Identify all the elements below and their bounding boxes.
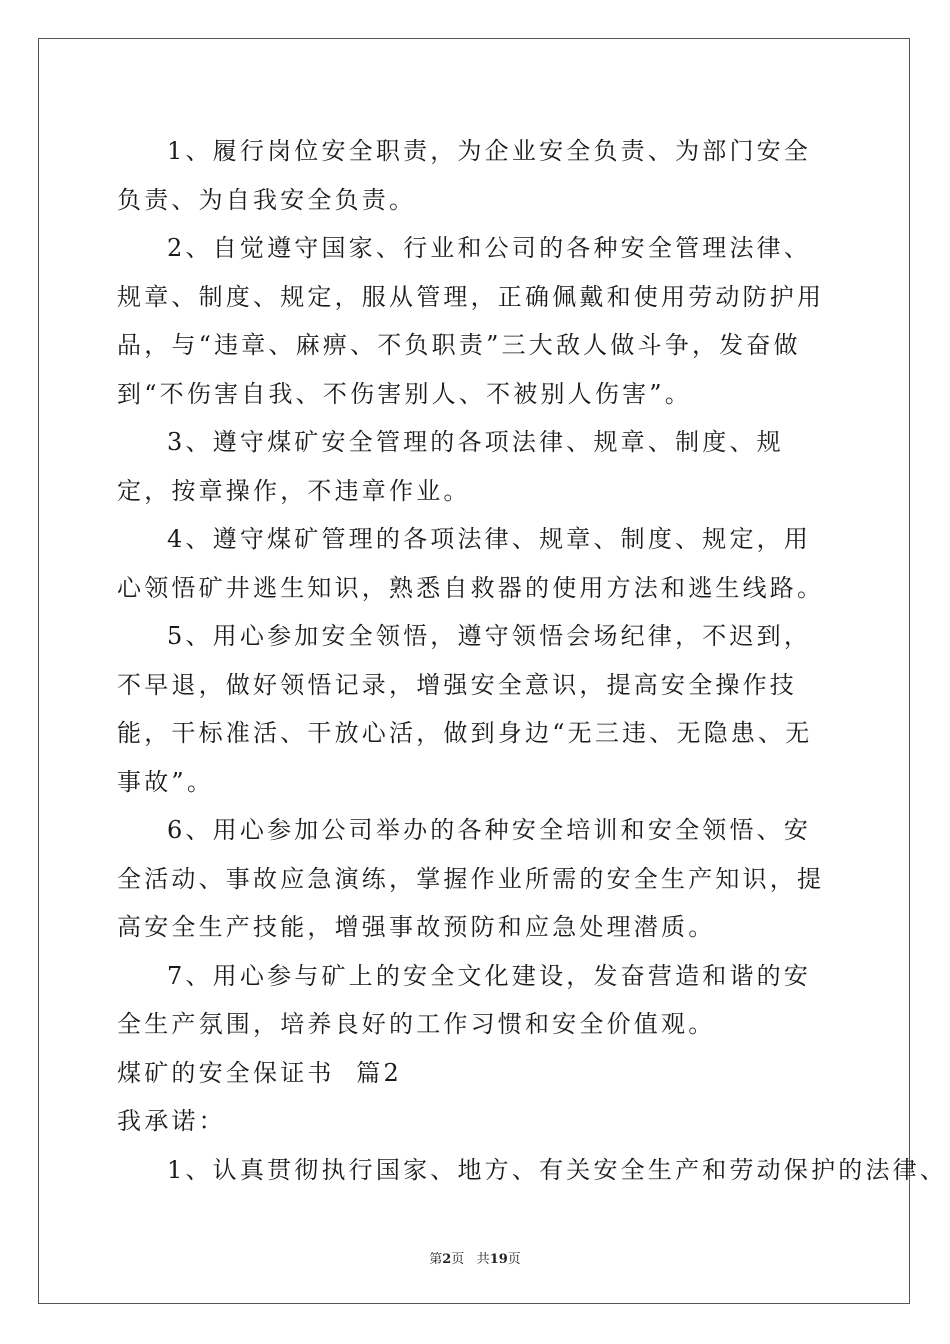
footer-page-prefix: 第 xyxy=(429,1252,443,1267)
paragraph-item-7: 7、用心参与矿上的安全文化建设，发奋营造和谐的安全生产氛围，培养良好的工作习惯和安全价值观。 xyxy=(117,961,812,1038)
footer-page-suffix: 页 xyxy=(451,1252,465,1267)
paragraph-item-6: 6、用心参加公司举办的各种安全培训和安全领悟、安全活动、事故应急演练，掌握作业所需的安全生产知识，提高安全生产技能，增强事故预防和应急处理潜质。 xyxy=(117,816,825,941)
paragraph-item-4: 4、遵守煤矿管理的各项法律、规章、制度、规定，用心领悟矿井逃生知识，熟悉自救器的使用方法和逃生线路。 xyxy=(117,525,825,602)
footer-total-prefix: 共 xyxy=(476,1252,490,1267)
paragraph-item-5: 5、用心参加安全领悟，遵守领悟会场纪律，不迟到，不早退，做好领悟记录，增强安全意识，提高安全操作技能，干标准活、干放心活，做到身边“无三违、无隐患、无事故”。 xyxy=(117,622,813,796)
footer-total-suffix: 页 xyxy=(507,1252,521,1267)
paragraph-item-3: 3、遵守煤矿安全管理的各项法律、规章、制度、规定，按章操作，不违章作业。 xyxy=(117,428,784,505)
page-footer xyxy=(0,1248,950,1267)
footer-page-current: 2 xyxy=(442,1252,452,1267)
document-body xyxy=(117,127,948,1194)
pledge-intro: 我承诺： xyxy=(117,1107,226,1135)
paragraph-item-2: 2、自觉遵守国家、行业和公司的各种安全管理法律、规章、制度、规定，服从管理，正确佩戴和使用劳动防护用品，与“违章、麻痹、不负职责”三大敌人做斗争，发奋做到“不伤害自我、不伤害别人、不被别人伤害”。 xyxy=(117,234,825,408)
paragraph-item-1: 1、履行岗位安全职责，为企业安全负责、为部门安全负责、为自我安全负责。 xyxy=(117,137,812,214)
footer-page-total: 19 xyxy=(489,1252,508,1267)
paragraph-item-8: 1、认真贯彻执行国家、地方、有关安全生产和劳动保护的法律、 xyxy=(167,1155,948,1184)
section-heading: 煤矿的安全保证书 篇2 xyxy=(117,1058,402,1087)
